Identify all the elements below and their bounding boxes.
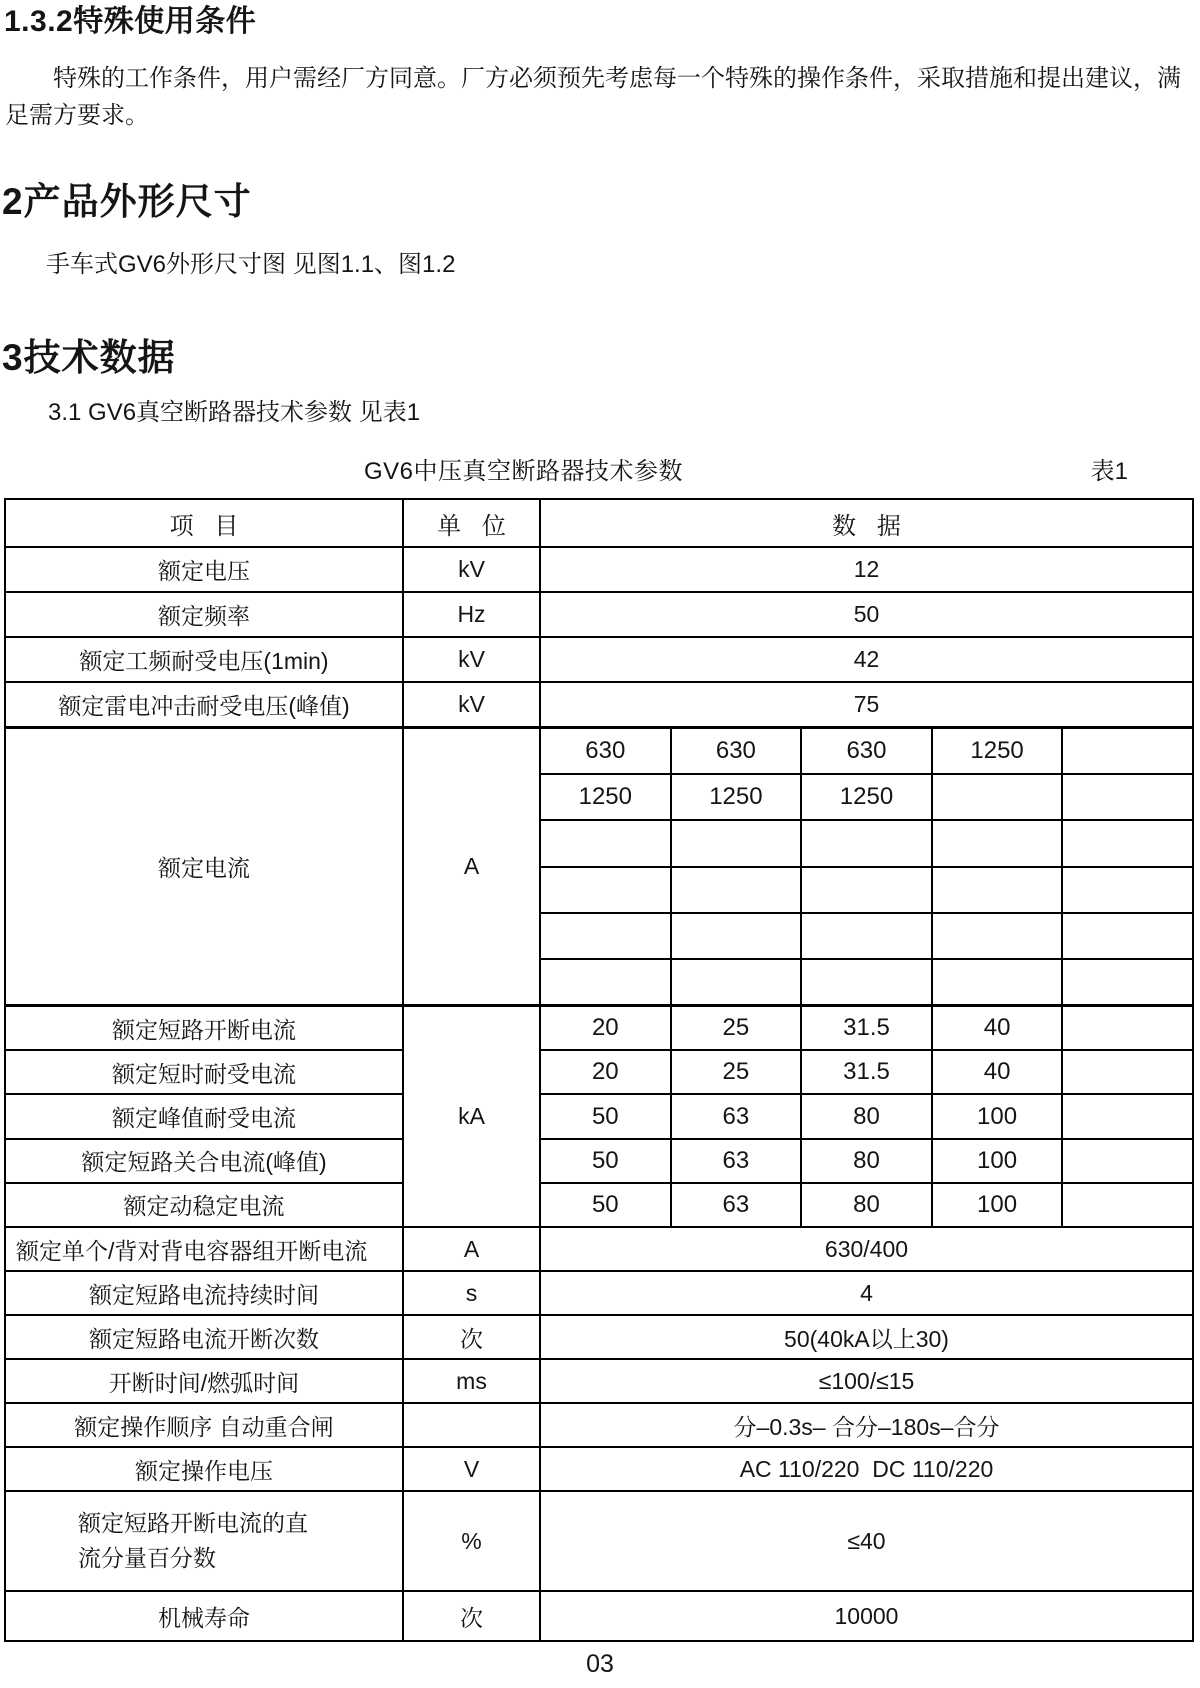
row-value: 630/400 — [824, 1235, 909, 1262]
table-header-row — [6, 500, 1192, 546]
grid-row — [541, 1182, 1192, 1226]
grid-cell: 63 — [670, 1184, 801, 1226]
grid-row — [541, 1049, 1192, 1093]
table-caption-row — [0, 452, 1200, 484]
row-value: 12 — [853, 556, 880, 582]
row-item: 额定操作顺序 自动重合闸 — [74, 1413, 334, 1440]
grid-cell — [1061, 1007, 1192, 1049]
row-item-text: 额定短路开断电流的直流分量百分数 — [78, 1510, 308, 1571]
row-unit: ms — [402, 1360, 541, 1402]
section-3-heading: 3技术数据 — [2, 337, 176, 378]
row-unit: kV — [402, 683, 541, 726]
grid-cell: 80 — [800, 1184, 931, 1226]
grid-cell — [931, 868, 1062, 912]
grid-row — [541, 1093, 1192, 1137]
table-row — [6, 591, 1192, 636]
row-item: 额定单个/背对背电容器组开断电流 — [16, 1237, 368, 1264]
row-item: 额定短路关合电流(峰值) — [6, 1138, 402, 1182]
grid-cell: 1250 — [931, 729, 1062, 773]
ka-grid — [541, 1007, 1192, 1226]
row-item: 额定工频耐受电压(1min) — [79, 648, 329, 674]
grid-cell: 100 — [931, 1140, 1062, 1182]
grid-cell: 50 — [591, 1190, 619, 1218]
page-number: 03 — [586, 1650, 614, 1678]
grid-cell: 630 — [800, 729, 931, 773]
grid-cell: 1250 — [578, 783, 632, 811]
table-row — [6, 1590, 1192, 1640]
grid-cell — [1061, 1140, 1192, 1182]
row-unit: 次 — [402, 1592, 541, 1640]
grid-cell — [1061, 960, 1192, 1004]
grid-row — [541, 866, 1192, 912]
row-item: 额定短时耐受电流 — [6, 1049, 402, 1093]
table-row — [6, 1490, 1192, 1590]
table-row — [6, 681, 1192, 726]
section-1-3-2-heading: 1.3.2特殊使用条件 — [4, 5, 257, 38]
header-item: 项 目 — [169, 512, 239, 540]
rated-current-unit: A — [402, 729, 541, 1004]
grid-cell — [670, 914, 801, 958]
row-item: 额定短路开断电流 — [112, 1016, 296, 1043]
grid-cell — [541, 914, 670, 958]
spec-table — [4, 498, 1194, 1642]
header-unit: 单 位 — [402, 500, 541, 546]
row-unit: kV — [402, 548, 541, 591]
section-2-heading: 2产品外形尺寸 — [2, 181, 252, 222]
section-3-1-reference-line: 3.1 GV6真空断路器技术参数 见表1 — [48, 399, 421, 426]
row-unit: % — [402, 1492, 541, 1590]
grid-cell — [670, 960, 801, 1004]
grid-cell: 31.5 — [800, 1007, 931, 1049]
grid-cell: 40 — [931, 1051, 1062, 1093]
row-item: 额定电压 — [158, 558, 250, 584]
grid-cell — [541, 821, 670, 865]
row-unit: 次 — [402, 1316, 541, 1358]
table-row — [6, 1446, 1192, 1490]
grid-cell: 80 — [800, 1140, 931, 1182]
row-value: 42 — [853, 646, 880, 672]
row-item: 额定操作电压 — [135, 1457, 273, 1484]
row-item: 额定峰值耐受电流 — [6, 1093, 402, 1137]
table-row — [6, 1270, 1192, 1314]
row-value: 分–0.3s– 合分–180s–合分 — [733, 1413, 1000, 1440]
table-row — [6, 636, 1192, 681]
grid-cell — [1061, 1184, 1192, 1226]
grid-cell: 100 — [931, 1184, 1062, 1226]
grid-cell — [670, 821, 801, 865]
table-row — [6, 1314, 1192, 1358]
row-item: 额定短路电流开断次数 — [89, 1325, 319, 1352]
grid-row — [541, 729, 1192, 773]
row-unit: s — [402, 1272, 541, 1314]
grid-cell — [800, 821, 931, 865]
row-unit: A — [402, 1228, 541, 1270]
grid-cell: 31.5 — [800, 1051, 931, 1093]
grid-cell — [1061, 914, 1192, 958]
row-item: 开断时间/燃弧时间 — [108, 1369, 300, 1396]
grid-cell — [800, 868, 931, 912]
grid-cell: 40 — [931, 1007, 1062, 1049]
row-item: 额定动稳定电流 — [6, 1182, 402, 1226]
row-unit: Hz — [402, 593, 541, 636]
grid-cell: 1250 — [670, 775, 801, 819]
grid-cell: 50 — [591, 1146, 619, 1174]
row-item: 额定频率 — [158, 603, 250, 629]
grid-cell — [1061, 821, 1192, 865]
row-value: 50 — [853, 601, 880, 627]
table-number-label: 表1 — [1090, 457, 1128, 485]
grid-cell — [1061, 1051, 1192, 1093]
grid-cell — [931, 775, 1062, 819]
grid-cell — [800, 960, 931, 1004]
row-item: 机械寿命 — [158, 1604, 250, 1631]
row-value: ≤40 — [847, 1527, 886, 1554]
row-value: 50(40kA以上30) — [784, 1325, 949, 1352]
grid-row — [541, 1007, 1192, 1049]
grid-cell — [800, 914, 931, 958]
row-value: 4 — [860, 1279, 873, 1306]
grid-cell: 80 — [800, 1095, 931, 1137]
grid-cell — [670, 868, 801, 912]
grid-cell: 25 — [670, 1051, 801, 1093]
grid-cell — [541, 868, 670, 912]
grid-cell — [1061, 868, 1192, 912]
row-item: 额定雷电冲击耐受电压(峰值) — [58, 693, 350, 719]
grid-cell — [931, 914, 1062, 958]
rated-current-item: 额定电流 — [158, 855, 250, 881]
grid-cell — [931, 821, 1062, 865]
ka-unit: kA — [402, 1007, 541, 1226]
table-row — [6, 1402, 1192, 1446]
grid-cell: 1250 — [800, 775, 931, 819]
row-value: 75 — [853, 691, 880, 717]
row-item — [6, 1492, 402, 1590]
grid-cell — [541, 960, 670, 1004]
grid-cell: 20 — [591, 1058, 619, 1086]
grid-cell — [1061, 729, 1192, 773]
grid-cell: 630 — [585, 737, 626, 765]
ka-block — [6, 1004, 1192, 1226]
table-row — [6, 546, 1192, 591]
rated-current-grid — [541, 729, 1192, 1004]
row-unit — [402, 1404, 541, 1446]
table-title: GV6中压真空断路器技术参数 — [364, 457, 684, 485]
grid-cell: 63 — [670, 1095, 801, 1137]
row-unit: V — [402, 1448, 541, 1490]
grid-row — [541, 958, 1192, 1004]
manual-page — [0, 4, 1200, 1679]
grid-cell: 630 — [670, 729, 801, 773]
grid-cell: 25 — [670, 1007, 801, 1049]
grid-cell: 63 — [670, 1140, 801, 1182]
grid-cell: 20 — [591, 1014, 619, 1042]
grid-row — [541, 773, 1192, 819]
header-data: 数 据 — [832, 512, 901, 540]
table-row — [6, 1226, 1192, 1270]
row-item: 额定短路电流持续时间 — [89, 1281, 319, 1308]
table-row — [6, 1358, 1192, 1402]
grid-cell — [1061, 775, 1192, 819]
row-value: AC 110/220 DC 110/220 — [739, 1455, 994, 1482]
grid-cell — [931, 960, 1062, 1004]
grid-cell: 100 — [931, 1095, 1062, 1137]
grid-row — [541, 819, 1192, 865]
grid-cell: 50 — [591, 1102, 619, 1130]
section-1-3-2-paragraph: 特殊的工作条件，用户需经厂方同意。厂方必须预先考虑每一个特殊的操作条件，采取措施和提出建议，满足需方要求。 — [5, 65, 1181, 129]
rated-current-block — [6, 726, 1192, 1004]
grid-cell — [1061, 1095, 1192, 1137]
row-unit: kV — [402, 638, 541, 681]
grid-row — [541, 1138, 1192, 1182]
row-value: ≤100/≤15 — [818, 1367, 915, 1394]
grid-row — [541, 912, 1192, 958]
ka-items-column — [6, 1007, 402, 1226]
section-2-reference-line: 手车式GV6外形尺寸图 见图1.1、图1.2 — [46, 251, 456, 278]
row-value: 10000 — [834, 1602, 899, 1629]
